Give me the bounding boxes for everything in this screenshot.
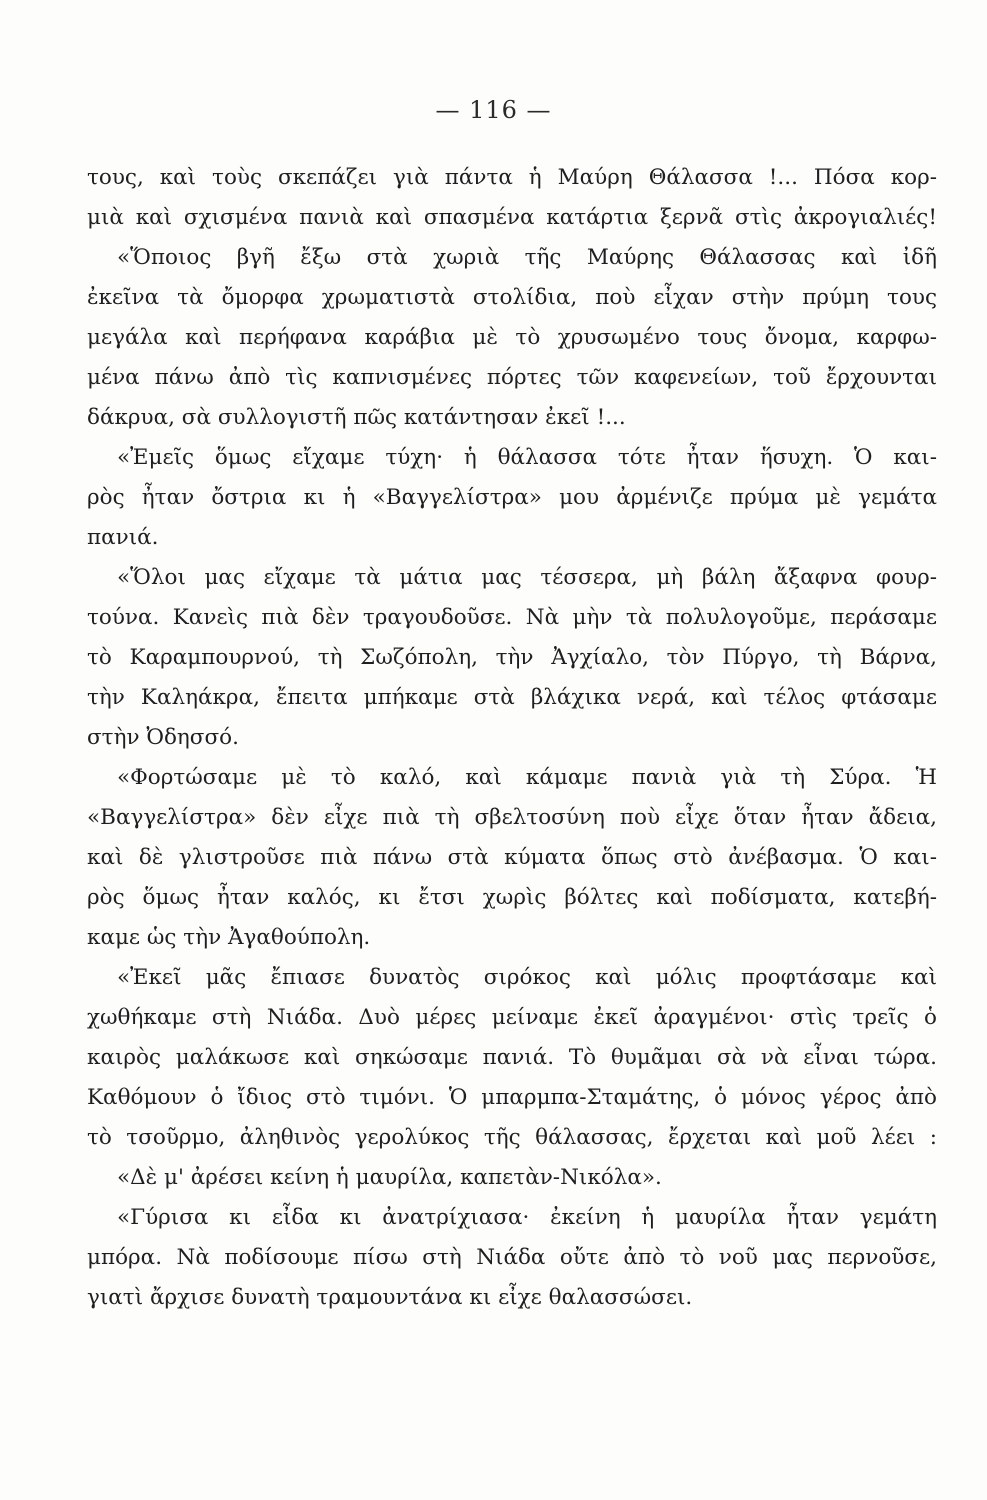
page-number-header: — 116 — [435,96,552,124]
text-line: «Ἐμεῖς ὅμως εἴχαμε τύχη· ἡ θάλασσα τότε ἦταν ἥσυχη. Ὁ και- [117,445,937,470]
text-line: «Γύρισα κι εἶδα κι ἀνατρίχιασα· ἐκείνη ἡ μαυρίλα ἦταν γεμάτη [117,1205,937,1230]
text-line: «Ὅλοι μας εἴχαμε τὰ μάτια μας τέσσερα, μὴ βάλη ἄξαφνα φουρ- [117,565,937,590]
text-line: Καθόμουν ὁ ἴδιος στὸ τιμόνι. Ὁ μπαρμπα-Σταμάτης, ὁ μόνος γέρος ἀπὸ [87,1085,937,1110]
text-line: δάκρυα, σὰ συλλογιστῆ πῶς κατάντησαν ἐκεῖ !... [87,405,626,430]
text-line: στὴν Ὀδησσό. [87,725,239,750]
text-line: μένα πάνω ἀπὸ τὶς καπνισμένες πόρτες τῶν καφενείων, τοῦ ἔρχουνται [87,365,937,390]
text-line: τὸ Καραμπουρνού, τὴ Σωζόπολη, τὴν Ἀγχίαλο, τὸν Πύργο, τὴ Βάρνα, [87,645,937,670]
text-line: μπόρα. Νὰ ποδίσουμε πίσω στὴ Νιάδα οὔτε ἀπὸ τὸ νοῦ μας περνοῦσε, [87,1245,937,1270]
text-line: ἐκεῖνα τὰ ὄμορφα χρωματιστὰ στολίδια, ποὺ εἶχαν στὴν πρύμη τους [87,285,937,310]
text-line: ρὸς ὅμως ἦταν καλός, κι ἔτσι χωρὶς βόλτες καὶ ποδίσματα, κατεβή- [87,885,937,910]
text-line: τὴν Καληάκρα, ἔπειτα μπήκαμε στὰ βλάχικα νερά, καὶ τέλος φτάσαμε [87,685,937,710]
text-line: «Δὲ μ' ἀρέσει κείνη ἡ μαυρίλα, καπετὰν-Νικόλα». [117,1165,662,1190]
text-line: ρὸς ἦταν ὄστρια κι ἡ «Βαγγελίστρα» μου ἀρμένιζε πρύμα μὲ γεμάτα [87,485,937,510]
text-line: τούνα. Κανεὶς πιὰ δὲν τραγουδοῦσε. Νὰ μὴν τὰ πολυλογοῦμε, περάσαμε [87,605,937,630]
text-line: «Φορτώσαμε μὲ τὸ καλό, καὶ κάμαμε πανιὰ γιὰ τὴ Σύρα. Ἡ [117,765,937,790]
text-line: «Βαγγελίστρα» δὲν εἶχε πιὰ τὴ σβελτοσύνη ποὺ εἶχε ὅταν ἦταν ἄδεια, [87,805,937,830]
body-text [87,158,937,1318]
text-line: καὶ δὲ γλιστροῦσε πιὰ πάνω στὰ κύματα ὅπως στὸ ἀνέβασμα. Ὁ και- [87,845,937,870]
text-line: τους, καὶ τοὺς σκεπάζει γιὰ πάντα ἡ Μαύρη Θάλασσα !... Πόσα κορ- [87,165,937,190]
text-line: τὸ τσοῦρμο, ἀληθινὸς γερολύκος τῆς θάλασσας, ἔρχεται καὶ μοῦ λέει : [87,1125,937,1150]
text-line: γιατὶ ἄρχισε δυνατὴ τραμουντάνα κι εἶχε θαλασσώσει. [87,1285,693,1310]
text-line: «Ὅποιος βγῆ ἔξω στὰ χωριὰ τῆς Μαύρης Θάλασσας καὶ ἰδῆ [117,245,937,270]
text-line: μεγάλα καὶ περήφανα καράβια μὲ τὸ χρυσωμένο τους ὄνομα, καρφω- [87,325,937,350]
text-line: καιρὸς μαλάκωσε καὶ σηκώσαμε πανιά. Τὸ θυμᾶμαι σὰ νὰ εἶναι τώρα. [87,1045,937,1070]
text-line: χωθήκαμε στὴ Νιάδα. Δυὸ μέρες μείναμε ἐκεῖ ἀραγμένοι· στὶς τρεῖς ὁ [87,1005,937,1030]
text-line: μιὰ καὶ σχισμένα πανιὰ καὶ σπασμένα κατάρτια ξερνᾶ στὶς ἀκρογιαλιές! [87,205,937,230]
text-line: καμε ὡς τὴν Ἀγαθούπολη. [87,925,371,950]
text-line: πανιά. [87,525,159,550]
text-line: «Ἐκεῖ μᾶς ἔπιασε δυνατὸς σιρόκος καὶ μόλις προφτάσαμε καὶ [117,965,937,990]
